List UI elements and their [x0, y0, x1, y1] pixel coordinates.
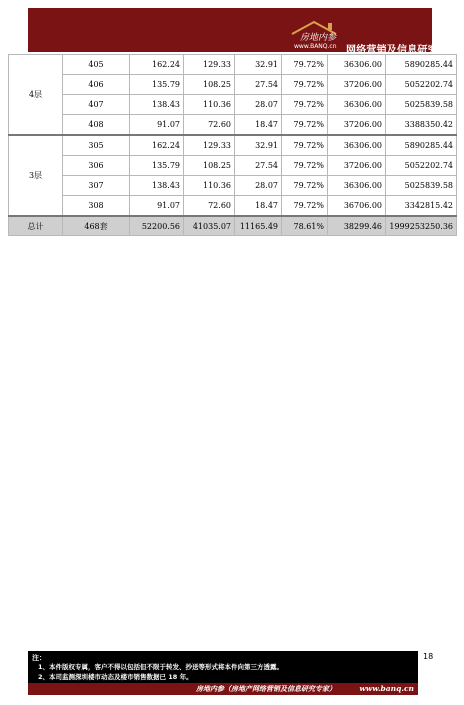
logo: [290, 20, 350, 52]
shared-area-cell: 28.07: [235, 176, 282, 196]
shared-area-cell: 28.07: [235, 95, 282, 115]
price-cell: 36706.00: [328, 196, 386, 217]
floor-cell: 3层: [9, 135, 63, 216]
unit-cell: 408: [63, 115, 130, 136]
total-price-cell: 5890285.44: [386, 135, 457, 156]
total-price-cell: 5052202.74: [386, 156, 457, 176]
unit-cell: 307: [63, 176, 130, 196]
units-table: [8, 54, 457, 236]
ratio-cell: 79.72%: [282, 135, 328, 156]
price-cell: 37206.00: [328, 156, 386, 176]
total-units: 468套: [63, 216, 130, 236]
table-row: [9, 115, 457, 136]
shared-area-cell: 32.91: [235, 55, 282, 75]
total-price-cell: 5025839.58: [386, 176, 457, 196]
total-avg-price: 38299.46: [328, 216, 386, 236]
price-cell: 37206.00: [328, 115, 386, 136]
price-cell: 36306.00: [328, 176, 386, 196]
total-ratio: 78.61%: [282, 216, 328, 236]
total-price-cell: 5025839.58: [386, 95, 457, 115]
unit-cell: 305: [63, 135, 130, 156]
header-slogan: 网络营销及信息研究专家: [346, 45, 459, 56]
table-row: [9, 95, 457, 115]
price-cell: 36306.00: [328, 95, 386, 115]
inner-area-cell: 72.60: [184, 115, 235, 136]
table-row: [9, 75, 457, 95]
table-row: [9, 196, 457, 217]
area-cell: 91.07: [130, 115, 184, 136]
unit-cell: 406: [63, 75, 130, 95]
logo-script: 房地内参: [300, 33, 337, 43]
total-price-cell: 5052202.74: [386, 75, 457, 95]
inner-area-cell: 110.36: [184, 176, 235, 196]
area-cell: 138.43: [130, 176, 184, 196]
inner-area-cell: 72.60: [184, 196, 235, 217]
table-row: [9, 135, 457, 156]
total-shared-area: 11165.49: [235, 216, 282, 236]
area-cell: 162.24: [130, 135, 184, 156]
inner-area-cell: 129.33: [184, 55, 235, 75]
unit-cell: 405: [63, 55, 130, 75]
inner-area-cell: 108.25: [184, 156, 235, 176]
inner-area-cell: 110.36: [184, 95, 235, 115]
total-price-cell: 5890285.44: [386, 55, 457, 75]
table-row: [9, 176, 457, 196]
total-price-cell: 3342815.42: [386, 196, 457, 217]
header-banner: [28, 8, 459, 56]
price-cell: 36306.00: [328, 135, 386, 156]
unit-cell: 306: [63, 156, 130, 176]
footer-note: [28, 651, 418, 695]
logo-url: www.BANQ.cn: [294, 43, 337, 50]
total-row: [9, 216, 457, 236]
total-price-sum: 1999253250.36: [386, 216, 457, 236]
shared-area-cell: 18.47: [235, 196, 282, 217]
total-price-cell: 3388350.42: [386, 115, 457, 136]
ratio-cell: 79.72%: [282, 55, 328, 75]
footer-note-line: 1、本件版权专属，客户不得以包括但不限于转发、抄送等形式将本件向第三方透露。: [38, 663, 284, 671]
table-row: [9, 55, 457, 75]
inner-area-cell: 108.25: [184, 75, 235, 95]
ratio-cell: 79.72%: [282, 75, 328, 95]
unit-cell: 407: [63, 95, 130, 115]
floor-cell: 4层: [9, 55, 63, 136]
price-cell: 37206.00: [328, 75, 386, 95]
ratio-cell: 79.72%: [282, 115, 328, 136]
ratio-cell: 79.72%: [282, 95, 328, 115]
price-cell: 36306.00: [328, 55, 386, 75]
shared-area-cell: 32.91: [235, 135, 282, 156]
area-cell: 91.07: [130, 196, 184, 217]
footer-brand-bar: [28, 683, 418, 695]
ratio-cell: 79.72%: [282, 176, 328, 196]
area-cell: 135.79: [130, 75, 184, 95]
total-label: 总计: [9, 216, 63, 236]
unit-cell: 308: [63, 196, 130, 217]
table-row: [9, 156, 457, 176]
shared-area-cell: 18.47: [235, 115, 282, 136]
inner-area-cell: 129.33: [184, 135, 235, 156]
footer-note-line: 2、本司监测深圳楼市动态及楼市销售数据已 18 年。: [38, 673, 193, 681]
ratio-cell: 79.72%: [282, 156, 328, 176]
page-number: 18: [423, 652, 434, 661]
area-cell: 162.24: [130, 55, 184, 75]
area-cell: 135.79: [130, 156, 184, 176]
total-inner-area: 41035.07: [184, 216, 235, 236]
footer-title: 注：: [32, 654, 46, 662]
footer-url: www.banq.cn: [359, 684, 414, 693]
total-area: 52200.56: [130, 216, 184, 236]
area-cell: 138.43: [130, 95, 184, 115]
shared-area-cell: 27.54: [235, 75, 282, 95]
ratio-cell: 79.72%: [282, 196, 328, 217]
footer-brand: 房地内参（房地产网络营销及信息研究专家）: [196, 684, 336, 693]
shared-area-cell: 27.54: [235, 156, 282, 176]
